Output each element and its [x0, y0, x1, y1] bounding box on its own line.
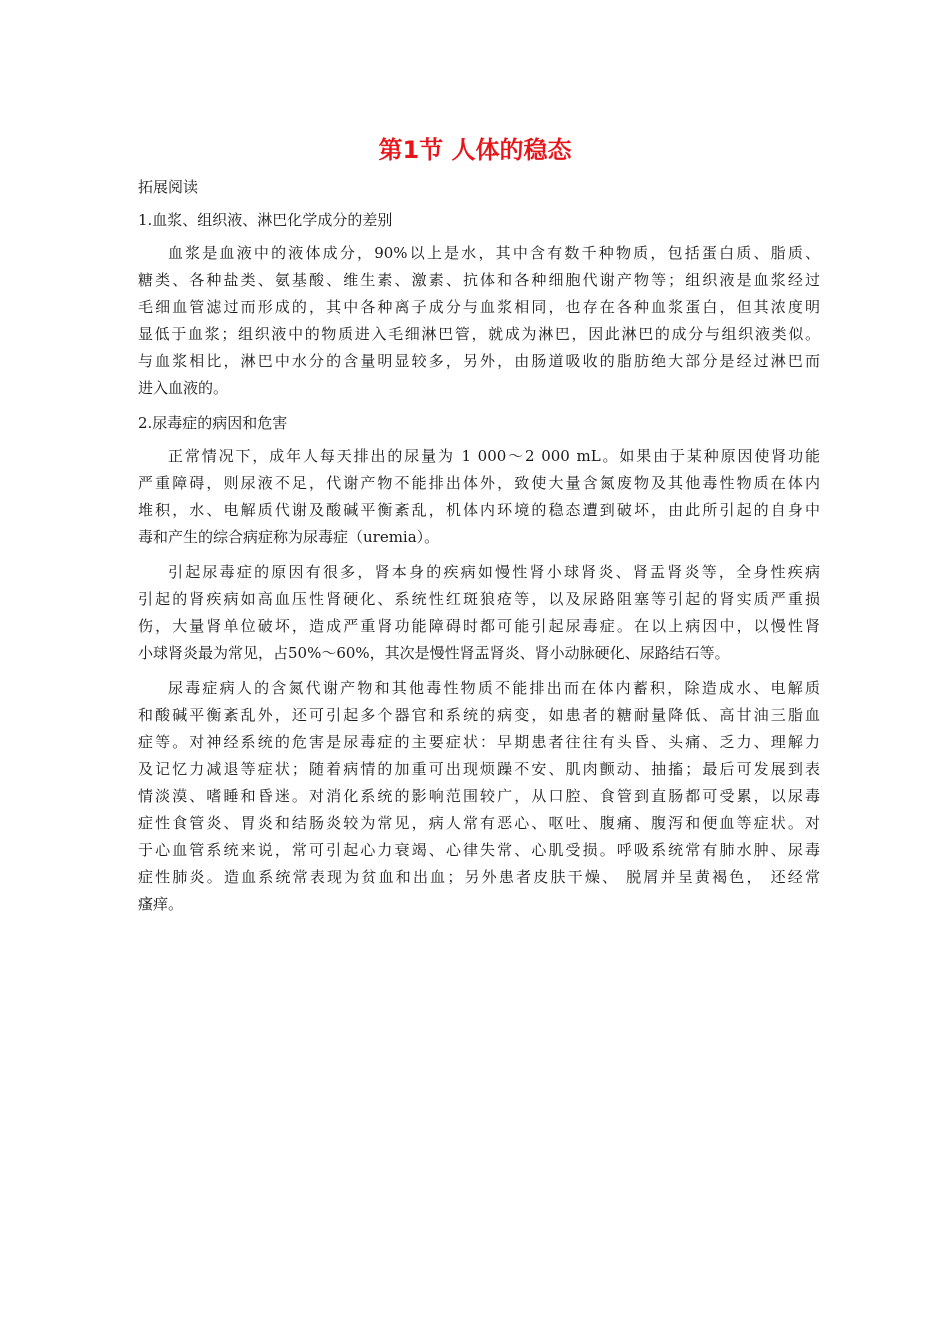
paragraph-line: 与血浆相比，淋巴中水分的含量明显较多，另外，由肠道吸收的脂肪绝大部分是经过淋巴而 [138, 352, 820, 370]
document-body [138, 174, 820, 918]
paragraph-line: 症性食管炎、胃炎和结肠炎较为常见，病人常有恶心、呕吐、腹痛、腹泻和便血等症状。对 [138, 814, 820, 832]
section-heading-2: 2.尿毒症的病因和危害 [138, 414, 288, 432]
paragraph-line: 堆积，水、电解质代谢及酸碱平衡紊乱，机体内环境的稳态遭到破坏，由此所引起的自身中 [138, 501, 820, 519]
paragraph-line: 及记忆力减退等症状；随着病情的加重可出现烦躁不安、肌肉颤动、抽搐；最后可发展到表 [138, 760, 820, 778]
paragraph-line: 引起尿毒症的原因有很多，肾本身的疾病如慢性肾小球肾炎、肾盂肾炎等，全身性疾病 [168, 563, 820, 581]
paragraph-line: 进入血液的。 [138, 379, 229, 397]
subtitle: 拓展阅读 [138, 178, 199, 196]
paragraph-3 [138, 559, 820, 667]
paragraph-4 [138, 675, 820, 918]
paragraph-line: 引起的肾疾病如高血压性肾硬化、系统性红斑狼疮等，以及尿路阻塞等引起的肾实质严重损 [138, 590, 820, 608]
paragraph-line: 尿毒症病人的含氮代谢产物和其他毒性物质不能排出而在体内蓄积，除造成水、电解质 [168, 679, 820, 697]
paragraph-line: 于心血管系统来说，常可引起心力衰竭、心律失常、心肌受损。呼吸系统常有肺水肿、尿毒 [138, 841, 820, 859]
paragraph-line: 严重障碍，则尿液不足，代谢产物不能排出体外，致使大量含氮废物及其他毒性物质在体内 [138, 474, 820, 492]
page-title: 第1节 人体的稳态 [378, 136, 572, 164]
section-heading-1: 1.血浆、组织液、淋巴化学成分的差别 [138, 211, 393, 229]
paragraph-line: 血浆是血液中的液体成分，90%以上是水，其中含有数千种物质，包括蛋白质、脂质、 [168, 244, 820, 262]
paragraph-line: 正常情况下，成年人每天排出的尿量为 1 000～2 000 mL。如果由于某种原因使肾功能 [168, 447, 820, 465]
paragraph-line: 毒和产生的综合病症称为尿毒症（uremia）。 [138, 528, 440, 546]
paragraph-1 [138, 240, 820, 402]
paragraph-2 [138, 443, 820, 551]
paragraph-line: 小球肾炎最为常见，占50%～60%，其次是慢性肾盂肾炎、肾小动脉硬化、尿路结石等。 [138, 644, 730, 662]
paragraph-line: 糖类、各种盐类、氨基酸、维生素、激素、抗体和各种细胞代谢产物等；组织液是血浆经过 [138, 271, 820, 289]
paragraph-line: 情淡漠、嗜睡和昏迷。对消化系统的影响范围较广，从口腔、食管到直肠都可受累，以尿毒 [138, 787, 820, 805]
paragraph-line: 伤，大量肾单位破坏，造成严重肾功能障碍时都可能引起尿毒症。在以上病因中，以慢性肾 [138, 617, 820, 635]
paragraph-line: 症等。对神经系统的危害是尿毒症的主要症状：早期患者往往有头昏、头痛、乏力、理解力 [138, 733, 820, 751]
paragraph-line: 和酸碱平衡紊乱外，还可引起多个器官和系统的病变，如患者的糖耐量降低、高甘油三脂血 [138, 706, 820, 724]
paragraph-line: 瘙痒。 [138, 895, 184, 913]
paragraph-line: 毛细血管滤过而形成的，其中各种离子成分与血浆相同，也存在各种血浆蛋白，但其浓度明 [138, 298, 820, 316]
paragraph-line: 显低于血浆；组织液中的物质进入毛细淋巴管，就成为淋巴，因此淋巴的成分与组织液类似。 [138, 325, 820, 343]
paragraph-line: 症性肺炎。造血系统常表现为贫血和出血；另外患者皮肤干燥、 脱屑并呈黄褐色， 还经常 [138, 868, 820, 886]
